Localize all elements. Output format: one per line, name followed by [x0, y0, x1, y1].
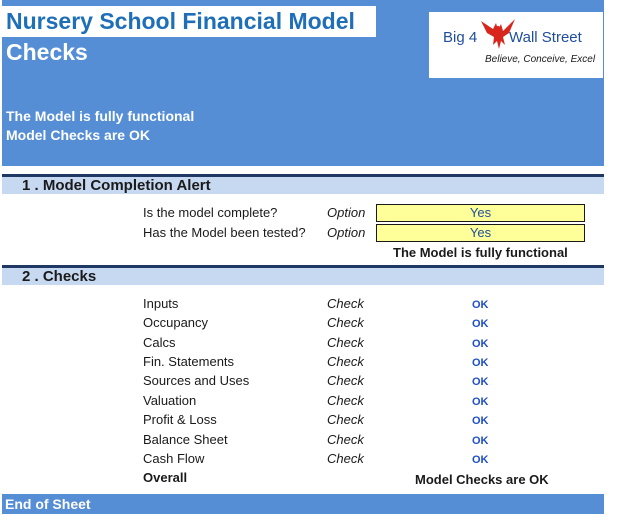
logo-left-text: Big 4 — [443, 29, 478, 46]
page-subtitle: Checks — [6, 39, 88, 65]
check-type-sources-uses: Check — [327, 373, 364, 388]
check-type-cash-flow: Check — [327, 451, 364, 466]
check-status-sources-uses: OK — [472, 376, 489, 388]
check-label-occupancy: Occupancy — [143, 315, 209, 330]
check-type-profit-loss: Check — [327, 412, 364, 427]
option-input-tested[interactable]: Yes — [376, 224, 585, 242]
option-label-complete: Is the model complete? — [143, 205, 278, 220]
status-functional: The Model is fully functional — [6, 108, 195, 124]
check-status-inputs: OK — [472, 299, 489, 311]
footer-end-of-sheet: End of Sheet — [5, 496, 91, 512]
check-status-occupancy: OK — [472, 318, 489, 330]
check-type-calcs: Check — [327, 335, 364, 350]
check-label-fin-statements: Fin. Statements — [143, 354, 235, 369]
check-type-balance-sheet: Check — [327, 432, 364, 447]
check-status-balance-sheet: OK — [472, 435, 489, 447]
check-label-inputs: Inputs — [143, 296, 179, 311]
check-label-valuation: Valuation — [143, 393, 197, 408]
check-label-profit-loss: Profit & Loss — [143, 412, 217, 427]
status-checks: Model Checks are OK — [6, 127, 150, 143]
check-type-valuation: Check — [327, 393, 364, 408]
logo-tagline: Believe, Conceive, Excel — [485, 54, 596, 65]
check-status-cash-flow: OK — [472, 454, 489, 466]
check-status-valuation: OK — [472, 396, 489, 408]
footer-bar — [2, 494, 604, 514]
check-label-balance-sheet: Balance Sheet — [143, 432, 228, 447]
overall-status: Model Checks are OK — [415, 472, 549, 487]
check-status-fin-statements: OK — [472, 357, 489, 369]
check-label-sources-uses: Sources and Uses — [143, 373, 250, 388]
logo — [429, 12, 603, 78]
check-label-cash-flow: Cash Flow — [143, 451, 205, 466]
option-input-complete[interactable]: Yes — [376, 204, 585, 222]
check-label-calcs: Calcs — [143, 335, 176, 350]
option-type-complete: Option — [327, 205, 366, 220]
check-type-fin-statements: Check — [327, 354, 364, 369]
check-type-inputs: Check — [327, 296, 364, 311]
page-title: Nursery School Financial Model — [6, 8, 355, 34]
check-status-profit-loss: OK — [472, 415, 489, 427]
option-type-tested: Option — [327, 225, 366, 240]
completion-summary: The Model is fully functional — [393, 245, 568, 260]
logo-right-text: Wall Street — [509, 29, 582, 46]
check-status-calcs: OK — [472, 338, 489, 350]
option-label-tested: Has the Model been tested? — [143, 225, 306, 240]
section2-title: 2 . Checks — [22, 268, 97, 285]
overall-label: Overall — [143, 470, 188, 485]
section1-title: 1 . Model Completion Alert — [22, 177, 211, 194]
check-type-occupancy: Check — [327, 315, 364, 330]
